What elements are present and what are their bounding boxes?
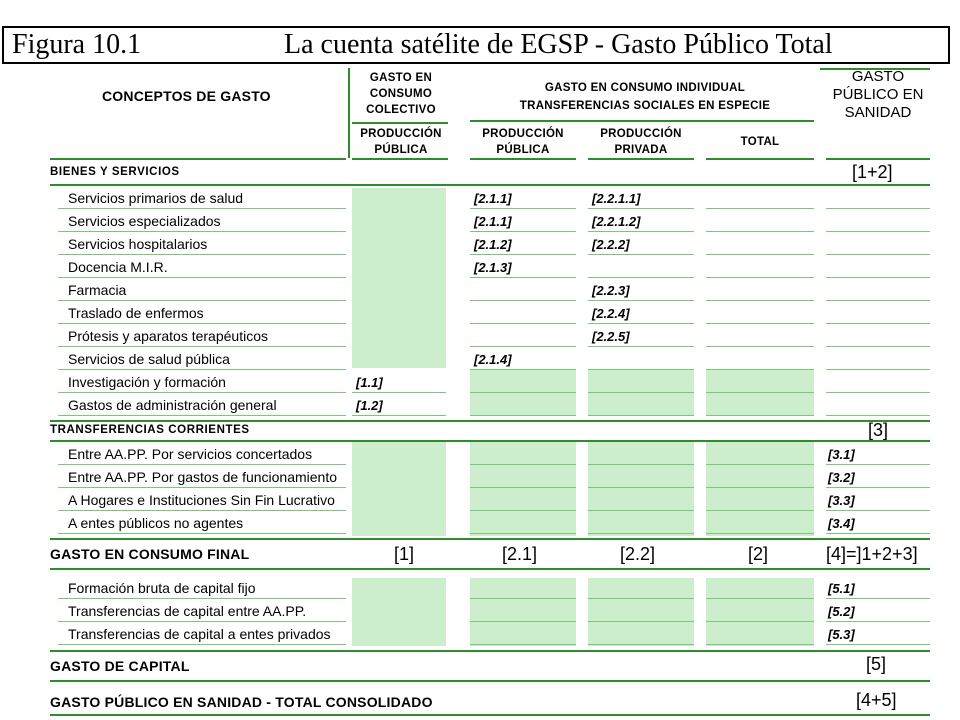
row-divider [58, 369, 346, 370]
row-divider [58, 644, 346, 645]
row-divider [588, 277, 694, 278]
row-label: Gastos de administración general [68, 397, 277, 413]
section-rule [50, 420, 930, 422]
row-label: Transferencias de capital entre AA.PP. [68, 603, 307, 619]
final-col-health: [4]=]1+2+3] [826, 544, 918, 564]
row-divider [58, 300, 346, 301]
row-divider [588, 300, 694, 301]
final-col-total: [2] [748, 544, 769, 564]
row-code-ind-public: [2.1.2] [474, 237, 512, 252]
figure-number: Figura 10.1 [12, 29, 142, 60]
shade-total-rows [706, 370, 814, 416]
row-code-ind-private: [2.2.5] [592, 329, 630, 344]
row-divider [706, 598, 814, 599]
row-code-ind-public: [2.1.1] [474, 191, 512, 206]
row-code-ind-public: [2.1.3] [474, 260, 512, 275]
row-divider [58, 464, 346, 465]
row-code-health: [5.3] [828, 627, 855, 642]
row-divider [588, 487, 694, 488]
row-code-health: [5.2] [828, 604, 855, 619]
section-rule [50, 650, 930, 652]
row-divider [470, 300, 576, 301]
header-rule [50, 158, 346, 160]
shade-transfers-collective [352, 442, 446, 536]
final-col-ind-private: [2.2] [620, 544, 656, 564]
row-divider [706, 231, 814, 232]
row-divider [826, 533, 930, 534]
row-label: Formación bruta de capital fijo [68, 580, 256, 596]
section-transfers-label: TRANSFERENCIAS CORRIENTES [50, 424, 250, 436]
section-goods-total: [1+2] [852, 162, 893, 182]
row-divider [706, 277, 814, 278]
row-divider [588, 533, 694, 534]
shade-capital-private [588, 578, 694, 646]
row-code-ind-private: [2.2.3] [592, 283, 630, 298]
row-divider [588, 208, 694, 209]
row-divider [470, 323, 576, 324]
final-consumption-label: GASTO EN CONSUMO FINAL [50, 546, 250, 562]
shade-capital-public [470, 578, 576, 646]
row-label: Transferencias de capital a entes privados [68, 626, 331, 642]
row-label: A entes públicos no agentes [68, 515, 244, 531]
row-divider [706, 487, 814, 488]
header-individual-1: GASTO EN CONSUMO INDIVIDUAL [544, 82, 746, 94]
row-divider [470, 487, 576, 488]
row-divider [58, 208, 346, 209]
header-rule [470, 158, 576, 160]
row-divider [470, 208, 576, 209]
row-code-health: [3.3] [828, 493, 855, 508]
row-divider [470, 464, 576, 465]
row-divider [588, 346, 694, 347]
row-label: A Hogares e Instituciones Sin Fin Lucrativo [68, 492, 335, 508]
row-divider [58, 598, 346, 599]
row-divider [58, 510, 346, 511]
row-divider [588, 369, 694, 370]
row-divider [706, 346, 814, 347]
section-rule [50, 568, 930, 570]
row-divider [826, 510, 930, 511]
row-divider [826, 231, 930, 232]
section-rule [50, 440, 930, 442]
figure-title: La cuenta satélite de EGSP - Gasto Público Total [284, 29, 833, 60]
row-divider [470, 621, 576, 622]
row-label: Servicios especializados [68, 213, 221, 229]
row-divider [352, 392, 446, 393]
row-divider [826, 369, 930, 370]
row-code-health: [5.1] [828, 581, 855, 596]
row-divider [706, 510, 814, 511]
row-label: Docencia M.I.R. [68, 259, 168, 275]
row-code-health: [3.2] [828, 470, 855, 485]
row-divider [470, 231, 576, 232]
final-col-collective: [1] [394, 544, 415, 564]
row-label: Prótesis y aparatos terapéuticos [68, 328, 268, 344]
header-rule [588, 158, 694, 160]
header-collective: GASTO EN CONSUMO COLECTIVO [366, 72, 436, 116]
row-divider [706, 621, 814, 622]
row-divider [470, 644, 576, 645]
row-label: Servicios primarios de salud [68, 190, 244, 206]
row-code-ind-private: [2.2.2] [592, 237, 630, 252]
header-rule [352, 122, 448, 124]
row-divider [706, 300, 814, 301]
subheader-individual-public: PRODUCCIÓN PÚBLICA [482, 128, 564, 156]
section-rule [50, 714, 930, 716]
header-rule [470, 120, 814, 122]
shade-transfers-total [706, 442, 814, 536]
consolidated-label: GASTO PÚBLICO EN SANIDAD - TOTAL CONSOLIDADO [50, 694, 433, 710]
row-divider [706, 369, 814, 370]
row-divider [588, 415, 694, 416]
row-divider [58, 415, 346, 416]
row-divider [826, 254, 930, 255]
row-code-ind-public: [2.1.1] [474, 214, 512, 229]
section-goods-label: BIENES Y SERVICIOS [50, 166, 180, 178]
row-divider [470, 369, 576, 370]
row-divider [470, 510, 576, 511]
row-divider [588, 323, 694, 324]
row-divider [470, 277, 576, 278]
row-divider [588, 254, 694, 255]
row-label: Entre AA.PP. Por gastos de funcionamiento [68, 469, 338, 485]
row-divider [826, 621, 930, 622]
header-rule [826, 158, 930, 160]
row-code-ind-private: [2.2.1.1] [592, 191, 641, 206]
header-divider [348, 68, 350, 158]
capital-total: [5] [866, 654, 887, 674]
row-divider [58, 323, 346, 324]
section-rule [50, 184, 930, 186]
row-label: Traslado de enfermos [68, 305, 204, 321]
section-transfers-total: [3] [868, 420, 889, 440]
row-divider [588, 464, 694, 465]
row-divider [826, 415, 930, 416]
subheader-total: TOTAL [740, 136, 780, 148]
row-label: Entre AA.PP. Por servicios concertados [68, 446, 313, 462]
row-divider [588, 231, 694, 232]
row-divider [58, 254, 346, 255]
row-divider [706, 392, 814, 393]
row-divider [706, 644, 814, 645]
row-code-collective: [1.1] [356, 375, 383, 390]
row-label: Servicios hospitalarios [68, 236, 208, 252]
shade-transfers-public [470, 442, 576, 536]
row-code-health: [3.1] [828, 447, 855, 462]
row-divider [470, 254, 576, 255]
header-individual-2: TRANSFERENCIAS SOCIALES EN ESPECIE [519, 100, 771, 112]
row-label: Investigación y formación [68, 374, 226, 390]
row-divider [706, 415, 814, 416]
row-divider [826, 644, 930, 645]
row-divider [706, 254, 814, 255]
row-divider [706, 208, 814, 209]
header-rule [706, 158, 814, 160]
row-code-collective: [1.2] [356, 398, 383, 413]
row-divider [826, 392, 930, 393]
subheader-individual-private: PRODUCCIÓN PRIVADA [600, 128, 682, 156]
header-rule [352, 158, 448, 160]
row-divider [826, 208, 930, 209]
section-rule [50, 680, 930, 682]
row-label: Farmacia [68, 282, 127, 298]
row-divider [470, 533, 576, 534]
row-divider [470, 415, 576, 416]
shade-ind-private-rows [588, 370, 694, 416]
header-concepts: CONCEPTOS DE GASTO [102, 88, 271, 104]
row-divider [826, 277, 930, 278]
row-divider [588, 598, 694, 599]
row-code-ind-public: [2.1.4] [474, 352, 512, 367]
row-divider [352, 415, 446, 416]
section-rule [50, 538, 930, 540]
row-divider [58, 231, 346, 232]
row-divider [826, 346, 930, 347]
row-divider [706, 464, 814, 465]
row-divider [826, 464, 930, 465]
row-code-ind-private: [2.2.1.2] [592, 214, 641, 229]
row-divider [588, 392, 694, 393]
row-divider [58, 392, 346, 393]
shade-transfers-private [588, 442, 694, 536]
header-public-health: GASTO PÚBLICO EN SANIDAD [832, 68, 924, 121]
shade-ind-public-rows [470, 370, 576, 416]
shade-collective-goods [352, 188, 446, 368]
final-col-ind-public: [2.1] [502, 544, 538, 564]
shade-capital-collective [352, 578, 446, 646]
row-label: Servicios de salud pública [68, 351, 230, 367]
shade-capital-total [706, 578, 814, 646]
row-divider [588, 644, 694, 645]
row-divider [826, 323, 930, 324]
row-divider [826, 487, 930, 488]
figure-title-bar [2, 26, 950, 64]
capital-label: GASTO DE CAPITAL [50, 658, 190, 674]
row-divider [470, 346, 576, 347]
row-divider [58, 621, 346, 622]
row-divider [58, 346, 346, 347]
row-divider [826, 598, 930, 599]
row-divider [588, 621, 694, 622]
row-divider [706, 323, 814, 324]
row-divider [58, 487, 346, 488]
consolidated-total: [4+5] [856, 690, 897, 710]
row-divider [588, 510, 694, 511]
row-divider [470, 598, 576, 599]
row-divider [58, 277, 346, 278]
row-divider [826, 300, 930, 301]
row-divider [470, 392, 576, 393]
row-code-health: [3.4] [828, 516, 855, 531]
row-divider [58, 533, 346, 534]
row-divider [706, 533, 814, 534]
row-code-ind-private: [2.2.4] [592, 306, 630, 321]
subheader-collective-public: PRODUCCIÓN PÚBLICA [360, 128, 442, 156]
